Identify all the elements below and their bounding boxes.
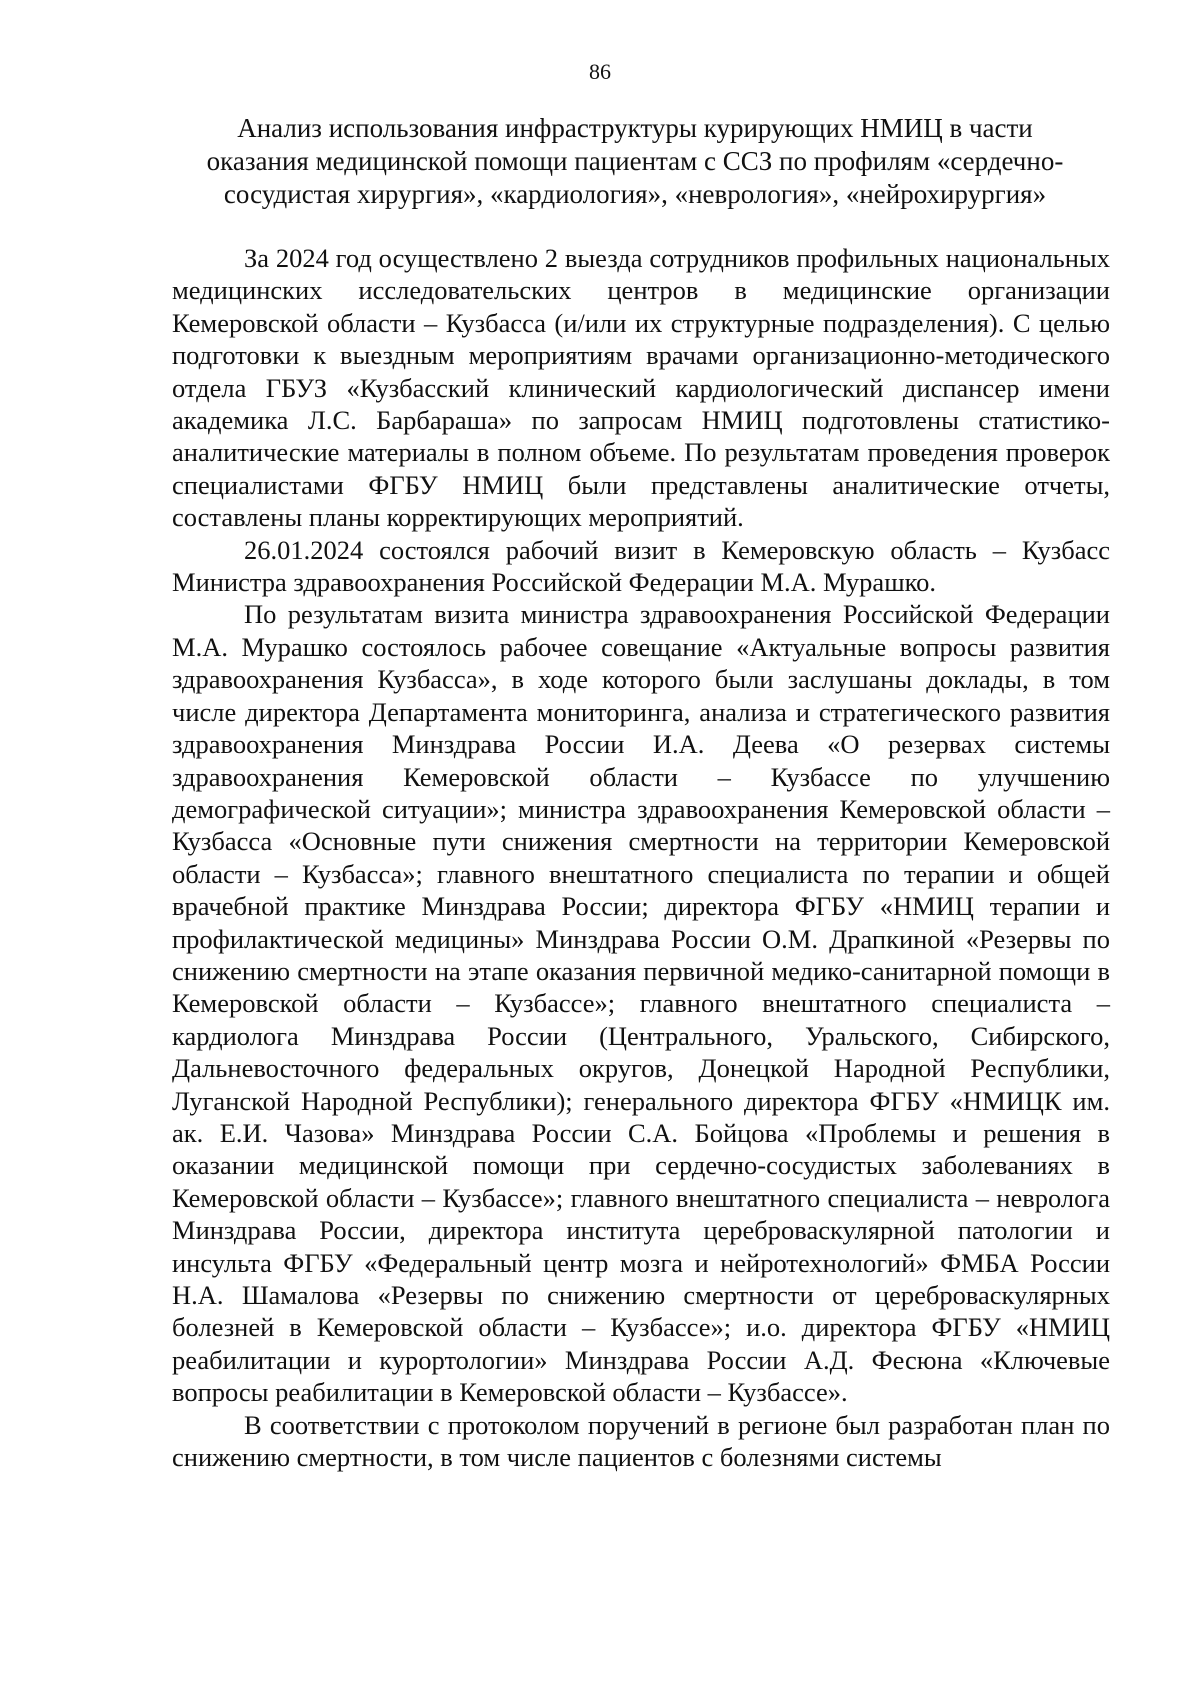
paragraph: По результатам визита министра здравоохранения Российской Федерации М.А. Мурашко состоялось рабочее совещание «Актуальные вопросы развития здравоохранения Кузбасса», в ходе которого были заслушаны доклады, в том числе директора Департамента мониторинга, анализа и стратегического развития здравоохранения Минздрава России И.А. Деева «О резервах системы здравоохранения Кемеровской области – Кузбассе по улучшению демографической ситуации»; министра здравоохранения Кемеровской области – Кузбасса «Основные пути снижения смертности на территории Кемеровской области – Кузбасса»; главного внештатного специалиста по терапии и общей врачебной практике Минздрава России; директора ФГБУ «НМИЦ терапии и профилактической медицины» Минздрава России О.М. Драпкиной «Резервы по снижению смертности на этапе оказания первичной медико-санитарной помощи в Кемеровской области – Кузбассе»; главного внештатного специалиста – кардиолога Минздрава России (Центрального, Уральского, Сибирского, Дальневосточного федеральных округов, Донецкой Народной Республики, Луганской Народной Республики); генерального директора ФГБУ «НМИЦК им. ак. Е.И. Чазова» Минздрава России С.А. Бойцова «Проблемы и решения в оказании медицинской помощи при сердечно-сосудистых заболеваниях в Кемеровской области – Кузбассе»; главного внештатного специалиста – невролога Минздрава России, директора института цереброваскулярной патологии и инсульта ФГБУ «Федеральный центр мозга и нейротехнологий» ФМБА России Н.А. Шамалова «Резервы по снижению смертности от цереброваскулярных болезней в Кемеровской области – Кузбассе»; и.о. директора ФГБУ «НМИЦ реабилитации и курортологии» Минздрава России А.Д. Фесюна «Ключевые вопросы реабилитации в Кемеровской области – Кузбассе».: [172, 599, 1110, 1408]
title-line: Анализ использования инфраструктуры курирующих НМИЦ в части: [237, 113, 1033, 143]
title-line: оказания медицинской помощи пациентам с ССЗ по профилям «сердечно-: [206, 146, 1064, 176]
section-title: [160, 112, 1110, 211]
page-number: 86: [589, 59, 611, 84]
body-text: [172, 242, 1110, 1473]
title-line: сосудистая хирургия», «кардиология», «неврология», «нейрохирургия»: [223, 179, 1047, 209]
paragraph: За 2024 год осуществлено 2 выезда сотрудников профильных национальных медицинских исследовательских центров в медицинские организации Кемеровской области – Кузбасса (и/или их структурные подразделения). С целью подготовки к выездным мероприятиям врачами организационно-методического отдела ГБУЗ «Кузбасский клинический кардиологический диспансер имени академика Л.С. Барбараша» по запросам НМИЦ подготовлены статистико-аналитические материалы в полном объеме. По результатам проведения проверок специалистами ФГБУ НМИЦ были представлены аналитические отчеты, составлены планы корректирующих мероприятий.: [172, 243, 1110, 533]
paragraph: В соответствии с протоколом поручений в регионе был разработан план по снижению смертности, в том числе пациентов с болезнями системы: [172, 1409, 1110, 1473]
paragraph: 26.01.2024 состоялся рабочий визит в Кемеровскую область – Кузбасс Министра здравоохранения Российской Федерации М.А. Мурашко.: [172, 534, 1110, 598]
